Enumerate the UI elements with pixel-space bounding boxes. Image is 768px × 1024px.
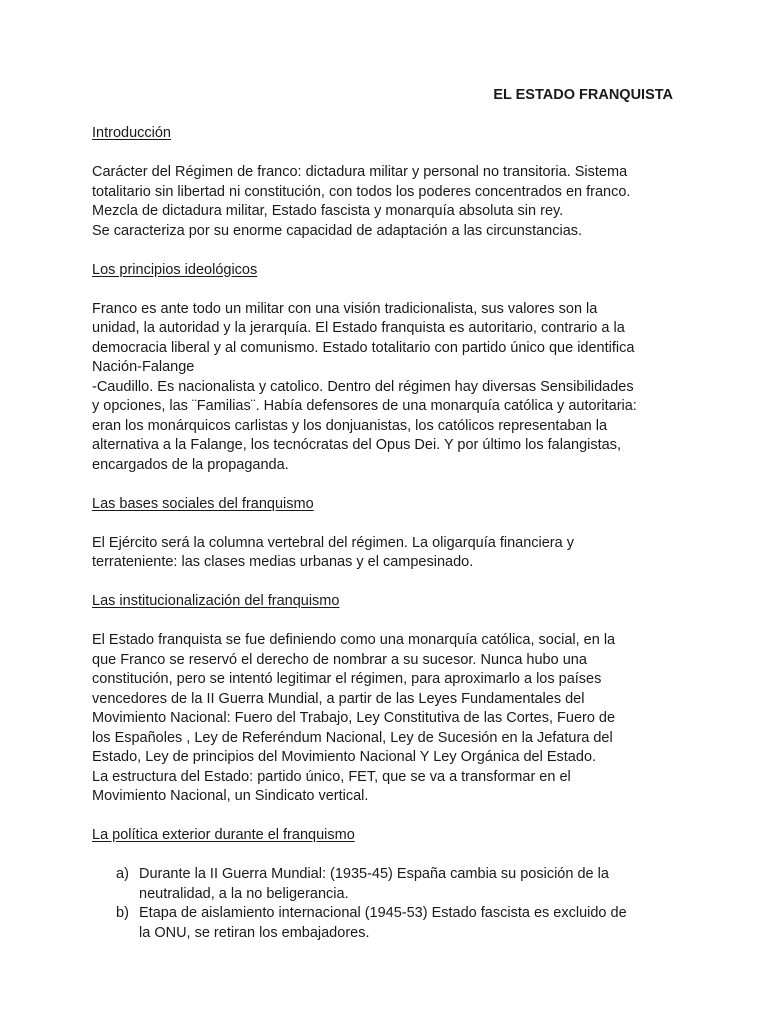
list-item: b) Etapa de aislamiento internacional (1945-53) Estado fascista es excluido de la ONU, se retiran los embajadores. <box>116 905 627 941</box>
document-title: EL ESTADO FRANQUISTA <box>493 87 673 103</box>
list-item: a) Durante la II Guerra Mundial: (1935-45) España cambia su posición de la neutralidad, a la no beligerancia. <box>116 866 609 902</box>
list-marker: a) <box>116 866 129 882</box>
list-marker: b) <box>116 905 129 921</box>
section-heading-principios: Los principios ideológicos <box>92 261 258 278</box>
section-paragraph: Franco es ante todo un militar con una visión tradicionalista, sus valores son la unidad, la autoridad y la jerarquía. El Estado franquista es autoritario, contrario a la democracia liberal y al comunismo. Estado totalitario con partido único que identifica Nación-Falange -Caudillo. Es nacionalista y catolico. Dentro del régimen hay diversas Sensibilidades y opciones, las ¨Familias¨. Había defensores de una monarquía católica y autoritaria: eran los monárquicos carlistas y los donjuanistas, los católicos representaban la alternativa a la Falange, los tecnócratas del Opus Dei. Y por último los falangistas, encargados de la propaganda. <box>92 300 637 473</box>
intro-line-4: Se caracteriza por su enorme capacidad de adaptación a las circunstancias. <box>92 222 583 239</box>
section-heading-introduccion: Introducción <box>92 125 171 141</box>
section-heading-politica-exterior: La política exterior durante el franquismo <box>92 827 355 843</box>
intro-line-2: totalitario sin libertad ni constitución, con todos los poderes concentrados en franco. <box>92 183 631 200</box>
section-paragraph <box>92 163 682 241</box>
politica-exterior-list <box>92 865 682 943</box>
intro-line-1: Carácter del Régimen de franco: dictadura militar y personal no transitoria. Sistema <box>92 164 628 180</box>
section-heading-bases-sociales: Las bases sociales del franquismo <box>92 495 314 512</box>
section-paragraph: El Estado franquista se fue definiendo como una monarquía católica, social, en la que Franco se reservó el derecho de nombrar a su sucesor. Nunca hubo una constitución, pero se intentó legitimar el régimen, para aproximarlo a los países vencedores de la II Guerra Mundial, a partir de las Leyes Fundamentales del Movimiento Nacional: Fuero del Trabajo, Ley Constitutiva de las Cortes, Fuero de los Españoles , Ley de Referéndum Nacional, Ley de Sucesión en la Jefatura del Estado, Ley de principios del Movimiento Nacional Y Ley Orgánica del Estado. La estructura del Estado: partido único, FET, que se va a transformar en el Movimiento Nacional, un Sindicato vertical. <box>92 632 616 804</box>
document-page <box>92 85 682 943</box>
section-paragraph: El Ejército será la columna vertebral del régimen. La oligarquía financiera y terrateniente: las clases medias urbanas y el campesinado. <box>92 534 574 570</box>
intro-line-3: Mezcla de dictadura militar, Estado fascista y monarquía absoluta sin rey. <box>92 203 564 219</box>
section-heading-institucionalizacion: Las institucionalización del franquismo <box>92 593 340 609</box>
